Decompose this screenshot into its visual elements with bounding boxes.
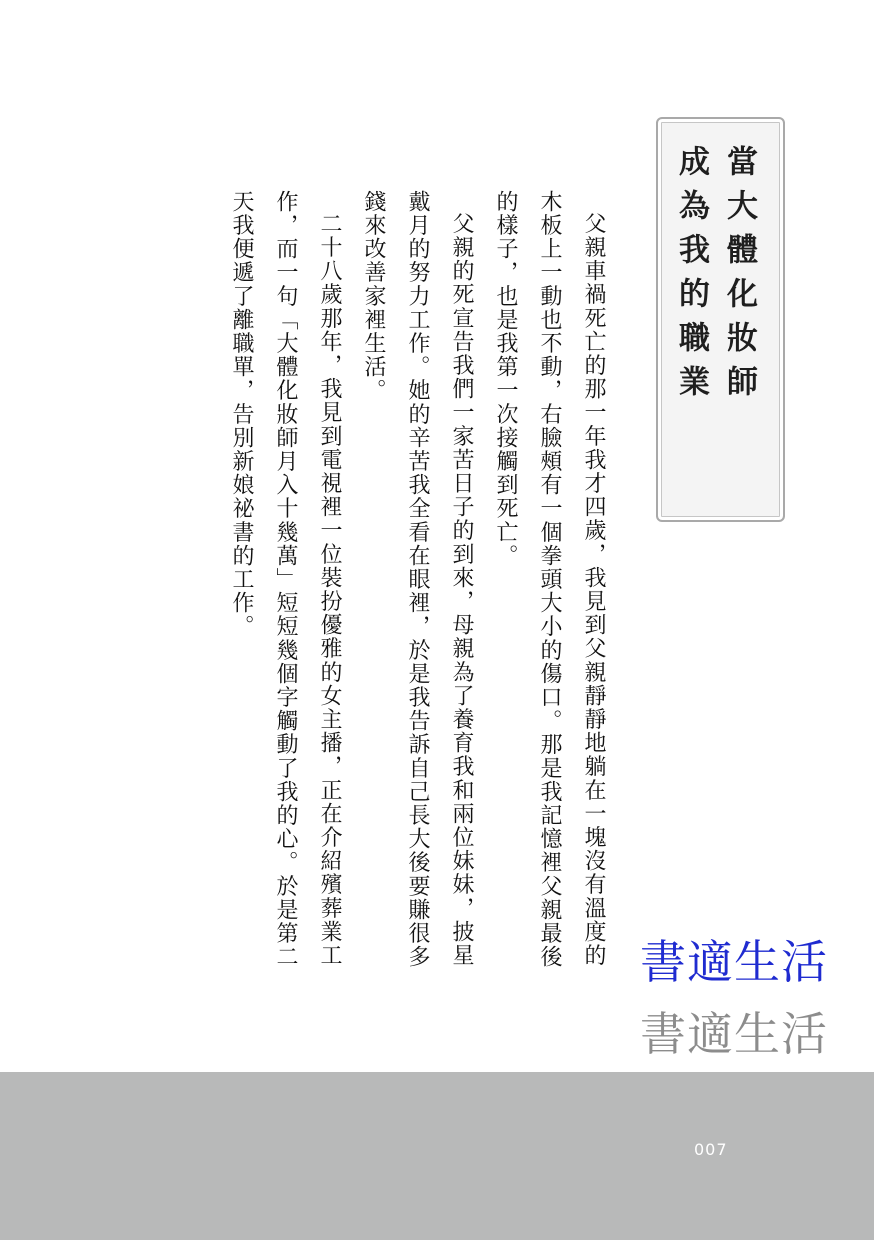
paragraph-2: 父親的死宣告我們一家苦日子的到來，母親為了養育我和兩位妹妹，披星戴月的努力工作。她的辛苦我全看在眼裡，於是我告訴自己長大後要賺很多錢來改善家裡生活。 [361,190,474,969]
chapter-title-box [656,117,785,522]
paragraph-1: 父親車禍死亡的那一年我才四歲，我見到父親靜靜地躺在一塊沒有溫度的木板上一動也不動，右臉頰有一個拳頭大小的傷口。那是我記憶裡父親最後的樣子，也是我第一次接觸到死亡。 [493,190,606,969]
footer-band [0,1072,874,1240]
brand-logo-primary: 書適生活 [640,935,828,989]
chapter-title: 當大體化妝師 成為我的職業 [673,145,757,409]
page-number: 007 [694,1140,728,1159]
body-text [230,190,615,990]
brand-logo-secondary: 書適生活 [640,1007,828,1061]
paragraph-3: 二十八歲那年，我見到電視裡一位裝扮優雅的女主播，正在介紹殯葬業工作，而一句「大體化妝師月入十幾萬」短短幾個字觸動了我的心。於是第二天我便遞了離職單，告別新娘祕書的工作。 [229,190,342,969]
